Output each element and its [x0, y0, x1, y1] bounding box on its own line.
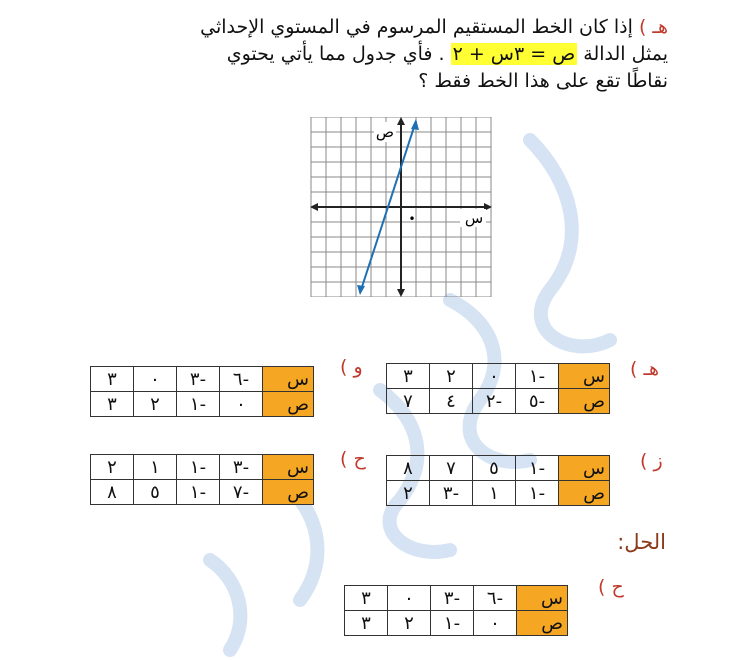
question-line-2-after: . فأي جدول مما يأتي يحتوي: [226, 43, 445, 65]
coordinate-graph: [308, 117, 494, 297]
y-axis-arrow-up: [397, 117, 405, 125]
cell: -٥: [516, 389, 559, 414]
solution-label: ح ): [598, 576, 624, 598]
table-row-y: [91, 480, 314, 505]
cell: ٥: [473, 456, 516, 481]
table-row-x: [91, 367, 314, 392]
x-axis-label: س: [464, 209, 484, 227]
option-table-2: [90, 366, 314, 417]
table-row-y: [345, 611, 568, 636]
cell: -٦: [220, 367, 263, 392]
header-y: ص: [559, 481, 610, 506]
table-row-x: [387, 364, 610, 389]
cell: ٢: [134, 392, 177, 417]
cell: ٢: [387, 481, 430, 506]
cell: -٣: [220, 455, 263, 480]
cell: ٥: [134, 480, 177, 505]
cell: ٢: [388, 611, 431, 636]
function-equation: ص = ٣س + ٢: [452, 43, 576, 65]
solution-table: [344, 585, 568, 636]
header-y: ص: [263, 392, 314, 417]
cell: -٣: [177, 367, 220, 392]
option-table-1: [386, 363, 610, 414]
option-label-4: ح ): [340, 448, 366, 470]
cell: ٢: [430, 364, 473, 389]
cell: ٧: [430, 456, 473, 481]
cell: ٠: [134, 367, 177, 392]
header-y: ص: [263, 480, 314, 505]
solution-title: الحل:: [617, 530, 666, 554]
cell: ١: [473, 481, 516, 506]
cell: -١: [177, 455, 220, 480]
header-y: ص: [517, 611, 568, 636]
cell: -١: [516, 456, 559, 481]
table-row-y: [387, 389, 610, 414]
option-label-3: ز ): [640, 450, 663, 472]
cell: -١: [431, 611, 474, 636]
cell: ٧: [387, 389, 430, 414]
option-table-3: [386, 455, 610, 506]
header-x: س: [559, 456, 610, 481]
table-row-x: [345, 586, 568, 611]
function-line-arrow-bottom: [357, 285, 365, 295]
origin-dot: •: [408, 212, 416, 226]
table-row-y: [387, 481, 610, 506]
cell: ٣: [345, 611, 388, 636]
y-axis-label: ص: [375, 123, 395, 141]
cell: ٠: [388, 586, 431, 611]
cell: -٧: [220, 480, 263, 505]
cell: ٠: [474, 611, 517, 636]
cell: -٣: [430, 481, 473, 506]
question-text: [68, 14, 668, 95]
table-row-x: [387, 456, 610, 481]
cell: ٣: [345, 586, 388, 611]
cell: -١: [177, 480, 220, 505]
cell: ٠: [473, 364, 516, 389]
question-line-3: نقاطًا تقع على هذا الخط فقط ؟: [418, 70, 668, 92]
option-label-1: هـ ): [630, 358, 660, 380]
cell: ٨: [91, 480, 134, 505]
cell: ٣: [91, 367, 134, 392]
y-axis-arrow-down: [397, 289, 405, 297]
cell: ٤: [430, 389, 473, 414]
cell: ٠: [220, 392, 263, 417]
cell: ٢: [91, 455, 134, 480]
cell: ٨: [387, 456, 430, 481]
cell: ١: [134, 455, 177, 480]
question-line-2-before: يمثل الدالة: [583, 43, 668, 65]
header-x: س: [263, 367, 314, 392]
cell: ٣: [91, 392, 134, 417]
cell: -٦: [474, 586, 517, 611]
question-label: هـ ): [638, 16, 668, 38]
cell: -١: [516, 481, 559, 506]
option-table-4: [90, 454, 314, 505]
table-row-x: [91, 455, 314, 480]
header-x: س: [517, 586, 568, 611]
cell: -١: [516, 364, 559, 389]
header-x: س: [263, 455, 314, 480]
table-row-y: [91, 392, 314, 417]
function-line-arrow-top: [411, 119, 419, 130]
cell: -٢: [473, 389, 516, 414]
cell: -٣: [431, 586, 474, 611]
header-y: ص: [559, 389, 610, 414]
option-label-2: و ): [340, 356, 363, 378]
header-x: س: [559, 364, 610, 389]
question-line-1: إذا كان الخط المستقيم المرسوم في المستوي الإحداثي: [200, 16, 633, 38]
cell: ٣: [387, 364, 430, 389]
cell: -١: [177, 392, 220, 417]
